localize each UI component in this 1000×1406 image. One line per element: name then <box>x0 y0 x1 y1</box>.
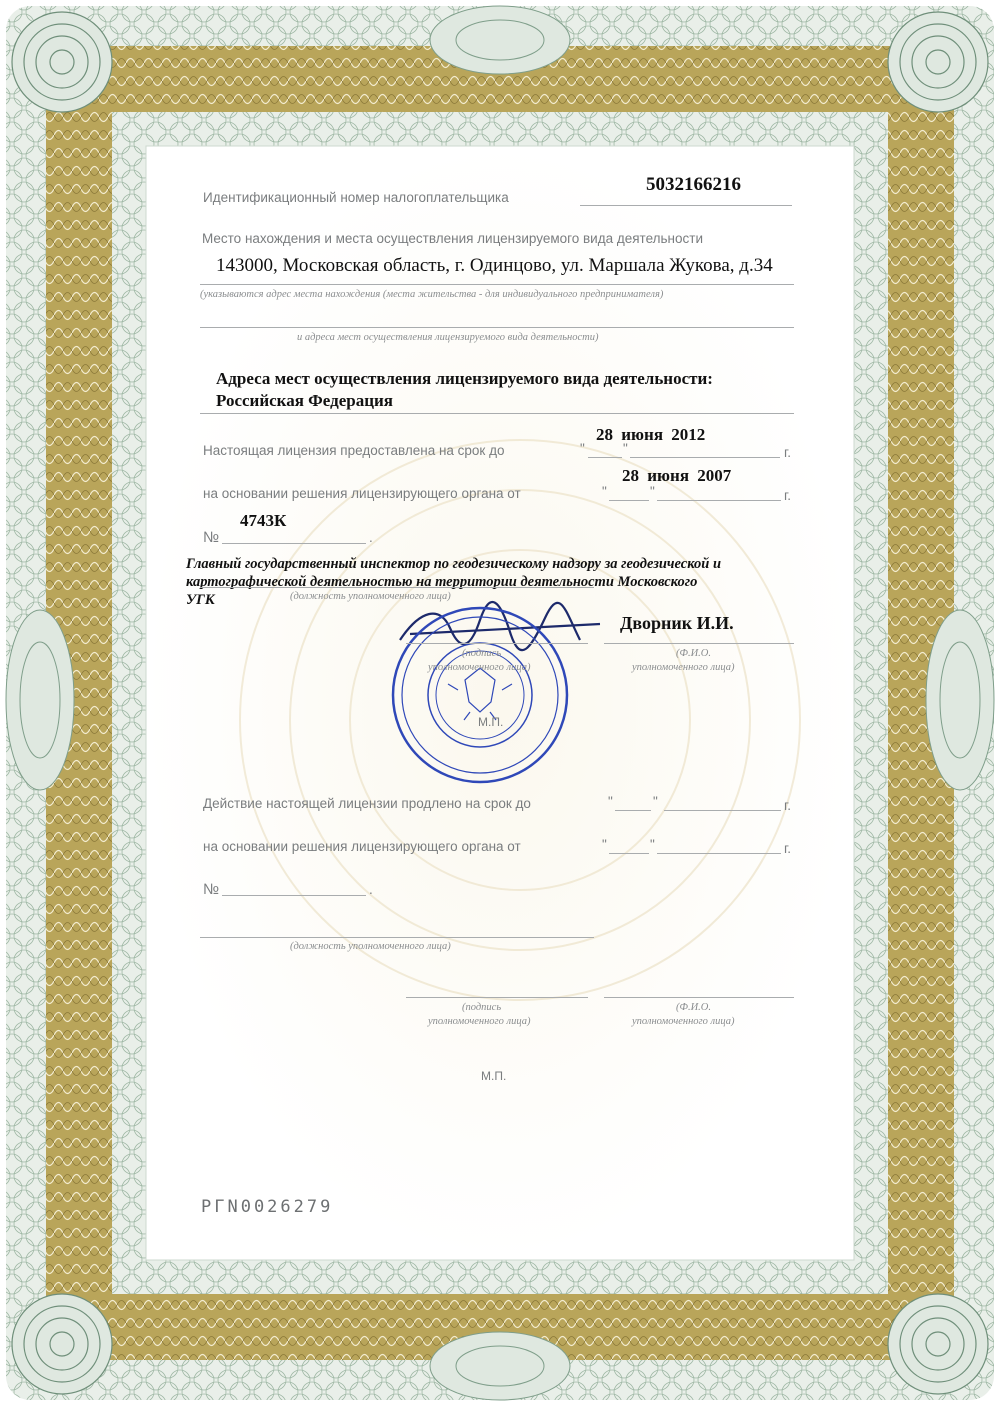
official-position-line-2: картографической деятельностью на территории деятельности Московского <box>186 574 698 590</box>
location-caption-2: и адреса мест осуществления лицензируемого вида деятельности) <box>297 332 599 343</box>
decision-suffix: г. <box>784 488 792 503</box>
extension-term-label: Действие настоящей лицензии продлено на срок до <box>203 796 531 811</box>
extension-signature-caption-2: уполномоченного лица) <box>428 1016 531 1027</box>
official-mp: М.П. <box>478 715 504 729</box>
fio-caption-1: (Ф.И.О. <box>676 648 711 659</box>
official-position-line-1: Главный государственный инспектор по геодезическому надзору за геодезической и <box>186 556 722 572</box>
signature-caption-1: (подпись <box>462 648 502 659</box>
extension-decision-label: на основании решения лицензирующего органа от <box>203 839 521 854</box>
extension-fio-caption-1: (Ф.И.О. <box>676 1002 711 1013</box>
term-quote-open: " <box>580 441 585 456</box>
extension-decision-quote-close: " <box>650 837 655 852</box>
serial-number: РГN0026279 <box>201 1197 334 1217</box>
number-dot: . <box>369 530 373 545</box>
term-label: Настоящая лицензия предоставлена на срок до <box>203 443 505 458</box>
extension-signature-caption-1: (подпись <box>462 1002 502 1013</box>
number-label: № <box>203 529 220 546</box>
decision-quote-close: " <box>650 484 655 499</box>
term-value: 28 июня 2012 <box>596 425 706 444</box>
extension-term-quote-open: " <box>608 794 613 809</box>
extension-mp: М.П. <box>481 1069 507 1083</box>
inn-value: 5032166216 <box>646 174 741 195</box>
decision-quote-open: " <box>602 484 607 499</box>
activity-places-value: Российская Федерация <box>216 391 393 410</box>
location-caption-1: (указываются адрес места нахождения (места жительства - для индивидуального предпринимателя) <box>200 289 664 300</box>
extension-term-quote-close: " <box>653 794 658 809</box>
extension-fio-caption-2: уполномоченного лица) <box>632 1016 735 1027</box>
inn-label: Идентификационный номер налогоплательщика <box>203 190 509 205</box>
fio-caption-2: уполномоченного лица) <box>632 662 735 673</box>
location-value: 143000, Московская область, г. Одинцово, ул. Маршала Жукова, д.34 <box>216 255 773 276</box>
decision-label: на основании решения лицензирующего органа от <box>203 486 521 501</box>
extension-number-dot: . <box>369 882 373 897</box>
activity-places-title: Адреса мест осуществления лицензируемого вида деятельности: <box>216 369 713 388</box>
extension-number-label: № <box>203 881 220 898</box>
extension-decision-quote-open: " <box>602 837 607 852</box>
term-suffix: г. <box>784 445 792 460</box>
official-position-line-3: УГК <box>186 592 215 608</box>
signature-caption-2: уполномоченного лица) <box>428 662 531 673</box>
number-value: 4743К <box>240 511 287 530</box>
official-name: Дворник И.И. <box>620 613 734 633</box>
official-position-caption: (должность уполномоченного лица) <box>290 591 451 602</box>
extension-position-caption: (должность уполномоченного лица) <box>290 941 451 952</box>
location-label: Место нахождения и места осуществления лицензируемого вида деятельности <box>202 231 703 246</box>
extension-term-suffix: г. <box>784 798 792 813</box>
term-quote-close: " <box>623 441 628 456</box>
decision-value: 28 июня 2007 <box>622 466 732 485</box>
extension-decision-suffix: г. <box>784 841 792 856</box>
